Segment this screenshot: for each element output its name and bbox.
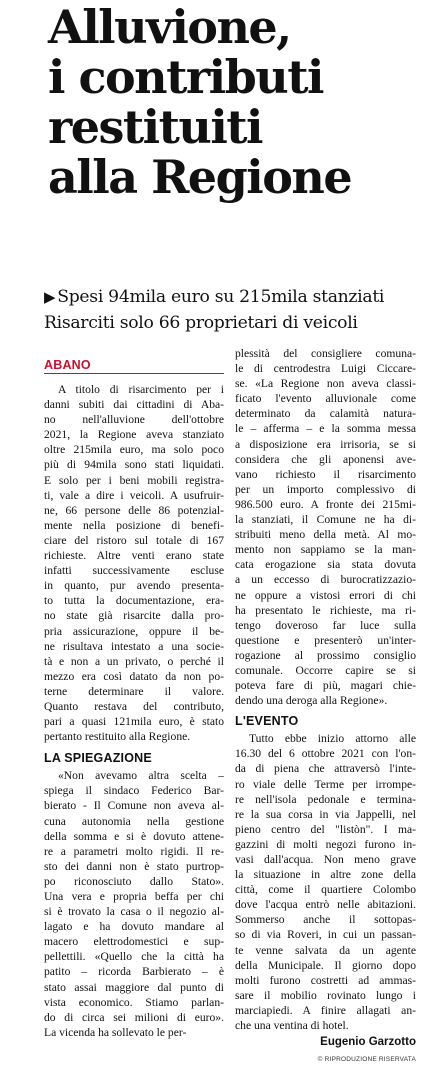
text-line: ti, vale a dire i veicoli. A usufruir- (44, 488, 224, 502)
text-line: danni subiti dai cittadini di Aba- (44, 398, 224, 412)
headline-line: restituiti (48, 100, 263, 154)
text-line: dove l'acqua entrò nelle abitazioni. (235, 898, 416, 912)
text-line: ficato l'evento alluvionale come (235, 392, 416, 406)
text-line: sto dei danni non è stato purtrop- (44, 859, 224, 873)
text-line: pria assicurazione, oppure il be- (44, 624, 224, 638)
text-line: patito – ricorda Barbierato – è (44, 965, 224, 979)
text-line: pieno centro del "listòn". I ma- (235, 822, 416, 836)
text-line: Quanto restava del contributo, (44, 699, 224, 713)
text-line: re a parametri molto rigidi. Il re- (44, 844, 224, 858)
text-line: mezzo era così datato da non po- (44, 669, 224, 683)
text-line: E solo per i beni mobili registra- (44, 473, 224, 487)
section-spiegazione: LA SPIEGAZIONE (44, 751, 152, 766)
text-line: Tutto ebbe inizio attorno alle (249, 732, 416, 746)
text-line: se. «La Regione non aveva classi- (235, 377, 416, 391)
text-line: a un eccesso di burocratizzazio- (235, 573, 416, 587)
text-line: vista economico. Stiamo parlan- (44, 995, 224, 1009)
text-line: vasi dall'acqua. Non meno grave (235, 853, 416, 866)
text-line: oltre 215mila euro, ma solo poco (44, 443, 224, 457)
deck-subtitle (44, 284, 431, 336)
text-line: città, come il quartiere Colombo (235, 883, 416, 897)
text-line: per un importo complessivo di (235, 482, 416, 496)
text-line: la situazione in altre zone della (235, 868, 416, 882)
text-line: considera che gli aponensi ave- (235, 452, 416, 466)
text-line: po riconosciuto dallo Stato». (44, 874, 224, 888)
text-line: poteva fare di più, magari chie- (235, 679, 416, 693)
text-line: tà e non a un privato, o perché il (44, 654, 224, 668)
text-line: cuna autonomia nella gestione (44, 814, 224, 828)
text-line: richieste. Altre venti erano state (44, 549, 224, 563)
text-line: Sommerso anche il sottopas- (235, 913, 416, 927)
text-line: A titolo di risarcimento per i (58, 383, 224, 396)
headline (48, 2, 428, 202)
headline-line: i contributi (48, 50, 323, 104)
text-line: la stanziati, il Comune ne ha di- (235, 513, 416, 527)
text-line: della Municipale. Il giorno dopo (235, 958, 416, 972)
section-abano: ABANO (44, 356, 224, 374)
text-line: 986.500 euro. A fronte dei 215mi- (235, 497, 416, 511)
text-line: do di circa sei milioni di euro». (44, 1010, 224, 1024)
text-line: della somma e si è dovuto attene- (44, 829, 224, 843)
text-line: dendo una deroga alla Regione». (235, 694, 388, 708)
text-line: «Non avevamo altra scelta – (58, 769, 224, 783)
text-line: ne risultava intestato a una socie- (44, 639, 224, 653)
text-line: le – afferma – e la somma messa (235, 422, 416, 436)
text-line: pertanto restituito alla Regione. (44, 730, 191, 744)
text-line: mente nella posizione di benefi- (44, 518, 224, 532)
copyright-notice: © RIPRODUZIONE RISERVATA (317, 1056, 416, 1064)
deck-line: Risarciti solo 66 proprietari di veicoli (44, 313, 358, 333)
text-line: rogazione al prossimo consiglio (235, 648, 416, 662)
text-line: questione e presenterò un'inter- (235, 633, 416, 647)
text-line: 2021, la Regione aveva stanziato (44, 428, 224, 442)
column-left (44, 350, 224, 1040)
text-line: molti furono costretti ad ammas- (235, 973, 416, 987)
text-line: da di piena che attraversò l'inte- (235, 762, 416, 776)
paragraph-intro (44, 382, 224, 744)
text-line: no nell'alluvione dell'ottobre (44, 413, 224, 427)
text-line: comunale. Occorre capire se si (235, 663, 416, 677)
text-line: gazzini di molti negozi furono in- (235, 837, 416, 851)
text-line: tengo doveroso far luce sulla (235, 618, 416, 632)
text-line: mento non sappiamo se la man- (235, 543, 416, 557)
text-line: so di via Roveri, in cui un passan- (235, 928, 416, 942)
paragraph-evento (235, 731, 416, 1033)
text-line: lagato e ha dovuto mandare al (44, 920, 224, 934)
text-line: si è trovato la casa o il negozio al- (44, 905, 224, 919)
text-line: ne, 66 persone delle 86 potenzial- (44, 503, 224, 517)
text-line: cata erogazione sia stata dovuta (235, 558, 416, 572)
text-line: le di centrodestra Luigi Ciccare- (235, 362, 416, 376)
text-line: che una ventina di hotel. (235, 1019, 349, 1033)
text-line: re nell'isola pedonale e termina- (235, 792, 416, 806)
deck-text: Spesi 94mila euro su 215mila stanziati (57, 287, 385, 307)
triangle-marker-icon: ▶ (44, 288, 56, 306)
text-line: ha presentato le richieste, ma ri- (235, 603, 416, 617)
text-line: spiega il sindaco Federico Bar- (44, 784, 224, 798)
text-line: ne oppure a vistosi errori di chi (235, 588, 416, 602)
text-line: in quanto, pur avendo presenta- (44, 579, 224, 593)
section-evento: L'EVENTO (235, 714, 299, 729)
text-line: a disposizione era irrisoria, se si (235, 437, 416, 451)
text-line: infatti successivamente escluse (44, 564, 224, 578)
text-line: ro viale delle Terme per irrompe- (235, 777, 416, 791)
paragraph-spiegazione (44, 768, 224, 1040)
text-line: marciapiedi. A finire allagati an- (235, 1003, 416, 1017)
text-line: sare il mobilio rovinato lungo i (235, 988, 416, 1002)
text-line: stato assai maggiore dal punto di (44, 980, 224, 994)
text-line: pari a quasi 121mila euro, è stato (44, 715, 224, 729)
text-line: no state già risarcite dalla pro- (44, 609, 224, 623)
text-line: terne determinare il valore. (44, 684, 224, 698)
deck-line (44, 284, 431, 310)
paragraph-consigliere (235, 346, 416, 708)
text-line: plessità del consigliere comuna- (235, 347, 416, 360)
text-line: stribuiti meno della metà. Al mo- (235, 528, 416, 542)
text-line: La vicenda ha sollevato le per- (44, 1025, 187, 1039)
text-line: più di 94mila sono stati liquidati. (44, 458, 224, 472)
text-line: ciare del ristoro sul totale di 167 (44, 533, 224, 547)
text-line: te venne salvata da un agente (235, 943, 416, 957)
text-line: bierato - Il Comune non aveva al- (44, 799, 224, 813)
column-right (235, 346, 416, 1067)
text-line: re la sua corsa in via Jappelli, nel (235, 807, 416, 821)
text-line: macero elettrodomestici e sup- (44, 935, 224, 949)
text-line: 16.30 del 6 ottobre 2021 con l'on- (235, 747, 416, 761)
author-byline: Eugenio Garzotto (320, 1036, 416, 1049)
headline-line: Alluvione, (48, 0, 291, 54)
text-line: Una vera e propria beffa per chi (44, 890, 224, 903)
text-line: to tutta la documentazione, era- (44, 594, 224, 608)
headline-line: alla Regione (48, 150, 352, 204)
text-line: determinato da calamità natura- (235, 407, 416, 421)
text-line: vano richiesto il risarcimento (235, 467, 416, 481)
text-line: pellettili. «Quello che la città ha (44, 950, 224, 964)
